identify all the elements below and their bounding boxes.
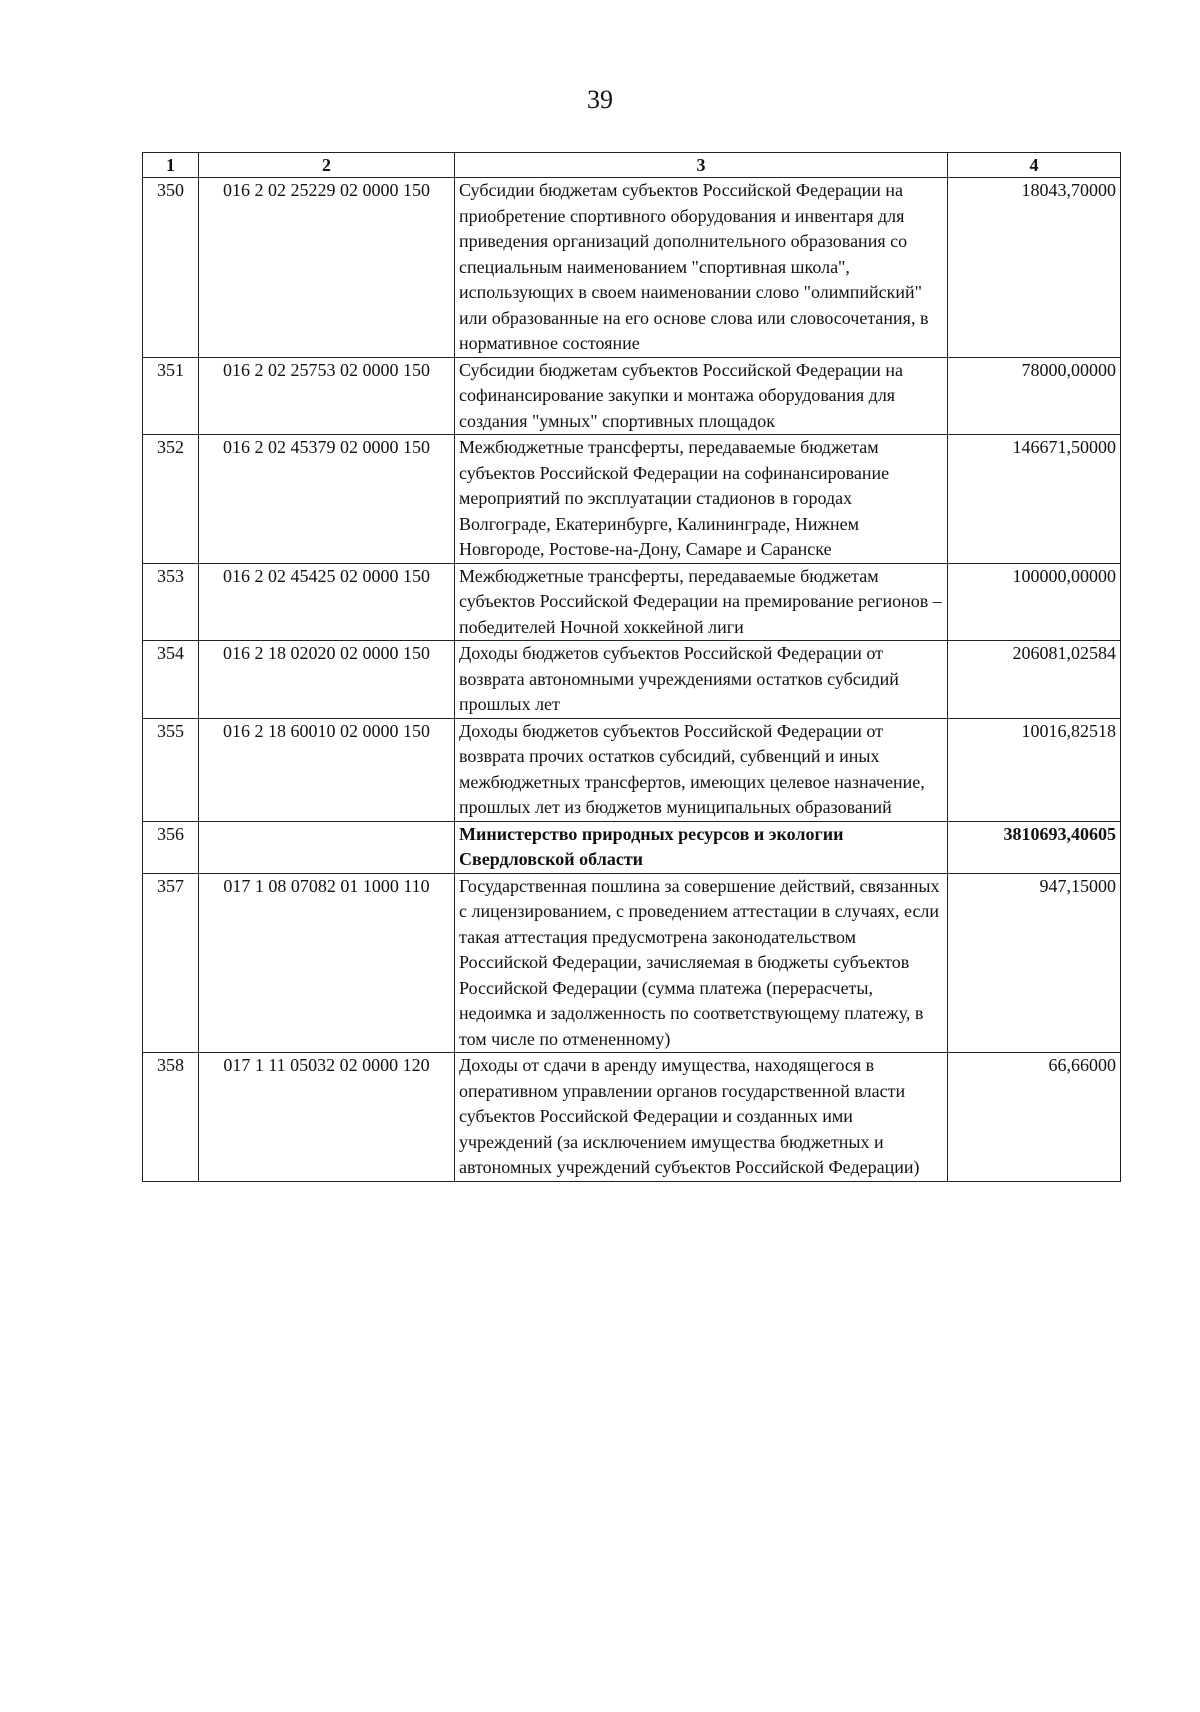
amount-cell: 18043,70000 xyxy=(948,178,1121,358)
budget-code-cell: 016 2 18 02020 02 0000 150 xyxy=(199,641,455,719)
amount-cell: 206081,02584 xyxy=(948,641,1121,719)
description-cell: Субсидии бюджетам субъектов Российской Федерации на приобретение спортивного оборудования и инвентаря для приведения организаций дополнительного образования со специальным наименованием "спортивная школа", использующих в своем наименовании слово "олимпийский" или образованные на его основе слова или словосочетания, в нормативное состояние xyxy=(455,178,948,358)
table-row xyxy=(143,873,1121,1053)
description-cell: Межбюджетные трансферты, передаваемые бюджетам субъектов Российской Федерации на премирование регионов – победителей Ночной хоккейной лиги xyxy=(455,563,948,641)
row-number-cell: 357 xyxy=(143,873,199,1053)
table-row xyxy=(143,178,1121,358)
row-number-cell: 356 xyxy=(143,821,199,873)
table-row xyxy=(143,435,1121,564)
table-row xyxy=(143,641,1121,719)
header-row xyxy=(143,153,1121,178)
description-cell: Государственная пошлина за совершение действий, связанных с лицензированием, с проведением аттестации в случаях, если такая аттестация предусмотрена законодательством Российской Федерации, зачисляемая в бюджеты субъектов Российской Федерации (сумма платежа (перерасчеты, недоимка и задолженность по соответствующему платежу, в том числе по отмененному) xyxy=(455,873,948,1053)
table-row xyxy=(143,821,1121,873)
budget-code-cell: 016 2 02 25229 02 0000 150 xyxy=(199,178,455,358)
table-header xyxy=(143,153,1121,178)
budget-code-cell: 016 2 18 60010 02 0000 150 xyxy=(199,718,455,821)
amount-cell: 66,66000 xyxy=(948,1053,1121,1182)
budget-code-cell: 017 1 08 07082 01 1000 110 xyxy=(199,873,455,1053)
amount-cell: 10016,82518 xyxy=(948,718,1121,821)
header-col-4: 4 xyxy=(948,153,1121,178)
table-body xyxy=(143,178,1121,1182)
description-cell: Субсидии бюджетам субъектов Российской Федерации на софинансирование закупки и монтажа оборудования для создания "умных" спортивных площадок xyxy=(455,357,948,435)
description-cell: Доходы бюджетов субъектов Российской Федерации от возврата прочих остатков субсидий, субвенций и иных межбюджетных трансфертов, имеющих целевое назначение, прошлых лет из бюджетов муниципальных образований xyxy=(455,718,948,821)
row-number-cell: 351 xyxy=(143,357,199,435)
amount-cell: 3810693,40605 xyxy=(948,821,1121,873)
amount-cell: 947,15000 xyxy=(948,873,1121,1053)
row-number-cell: 354 xyxy=(143,641,199,719)
table-row xyxy=(143,1053,1121,1182)
row-number-cell: 353 xyxy=(143,563,199,641)
header-col-2: 2 xyxy=(199,153,455,178)
header-col-3: 3 xyxy=(455,153,948,178)
budget-code-cell xyxy=(199,821,455,873)
amount-cell: 78000,00000 xyxy=(948,357,1121,435)
description-cell: Министерство природных ресурсов и экологии Свердловской области xyxy=(455,821,948,873)
header-col-1: 1 xyxy=(143,153,199,178)
table-row xyxy=(143,718,1121,821)
table-row xyxy=(143,563,1121,641)
revenue-table xyxy=(142,152,1121,1182)
description-cell: Доходы от сдачи в аренду имущества, находящегося в оперативном управлении органов государственной власти субъектов Российской Федерации и созданных ими учреждений (за исключением имущества бюджетных и автономных учреждений субъектов Российской Федерации) xyxy=(455,1053,948,1182)
budget-code-cell: 016 2 02 45379 02 0000 150 xyxy=(199,435,455,564)
budget-code-cell: 016 2 02 25753 02 0000 150 xyxy=(199,357,455,435)
row-number-cell: 352 xyxy=(143,435,199,564)
row-number-cell: 350 xyxy=(143,178,199,358)
amount-cell: 146671,50000 xyxy=(948,435,1121,564)
budget-code-cell: 016 2 02 45425 02 0000 150 xyxy=(199,563,455,641)
amount-cell: 100000,00000 xyxy=(948,563,1121,641)
description-cell: Доходы бюджетов субъектов Российской Федерации от возврата автономными учреждениями остатков субсидий прошлых лет xyxy=(455,641,948,719)
page-number: 39 xyxy=(587,85,613,114)
description-cell: Межбюджетные трансферты, передаваемые бюджетам субъектов Российской Федерации на софинансирование мероприятий по эксплуатации стадионов в городах Волгограде, Екатеринбурге, Калининграде, Нижнем Новгороде, Ростове-на-Дону, Самаре и Саранске xyxy=(455,435,948,564)
budget-code-cell: 017 1 11 05032 02 0000 120 xyxy=(199,1053,455,1182)
table-row xyxy=(143,357,1121,435)
row-number-cell: 355 xyxy=(143,718,199,821)
row-number-cell: 358 xyxy=(143,1053,199,1182)
